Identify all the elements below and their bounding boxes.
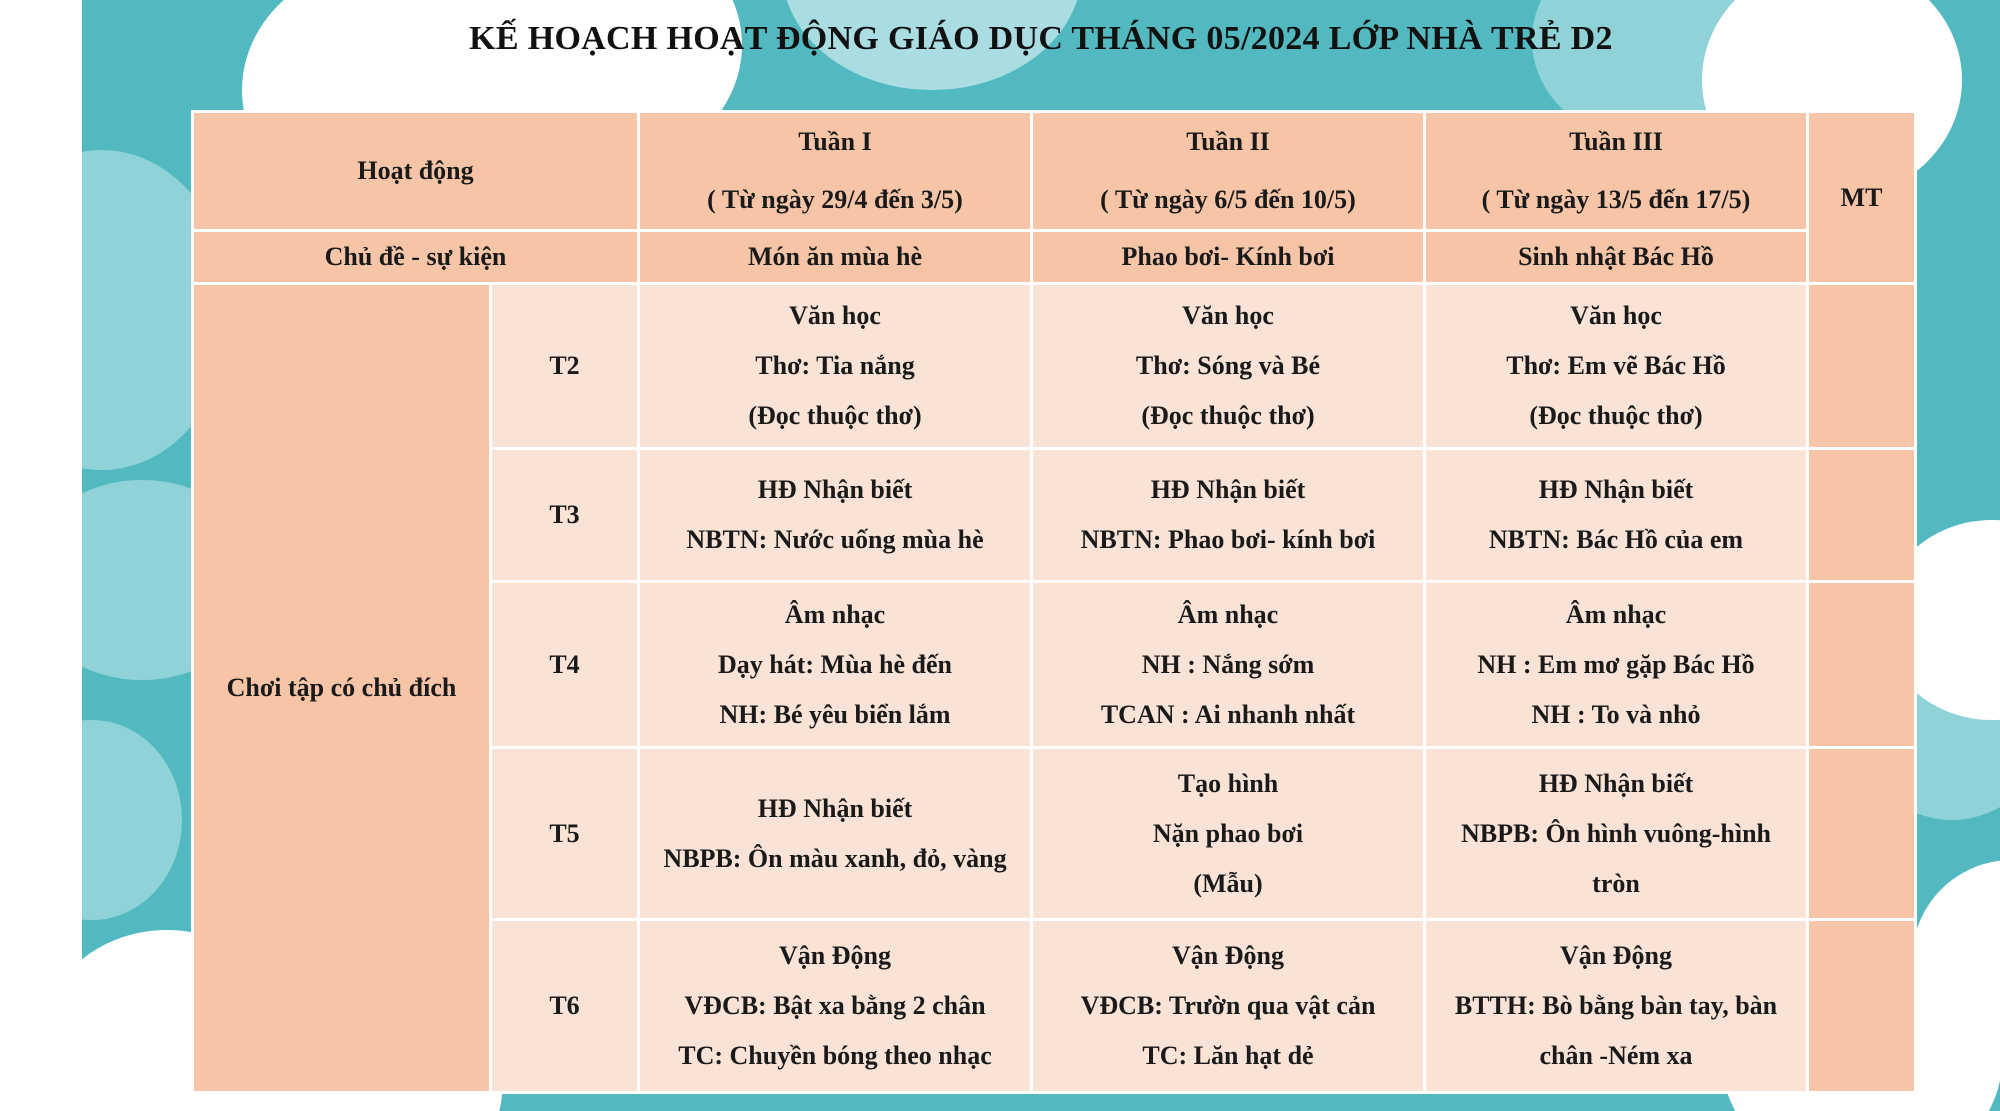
activity-cell <box>1425 582 1808 748</box>
cell-line: VĐCB: Trườn qua vật cản <box>1080 991 1376 1020</box>
cell-line: Văn học <box>1570 301 1662 330</box>
mt-header: MT <box>1808 112 1916 284</box>
day-label: T4 <box>491 582 639 748</box>
week-theme: Món ăn mùa hè <box>639 231 1032 284</box>
cell-line: (Mẫu) <box>1193 868 1263 898</box>
cell-line: Tạo hình <box>1177 768 1279 798</box>
mt-cell <box>1808 449 1916 582</box>
cell-line: HĐ Nhận biết <box>757 793 913 823</box>
activity-cell <box>1032 582 1425 748</box>
cell-line: (Đọc thuộc thơ) <box>748 401 922 430</box>
activity-cell <box>639 920 1032 1093</box>
theme-header: Chủ đề - sự kiện <box>193 231 639 284</box>
table-row <box>193 284 1916 449</box>
cell-line: NBTN: Bác Hồ của em <box>1488 525 1744 554</box>
activity-cell <box>1032 449 1425 582</box>
cell-line: Văn học <box>1182 301 1274 330</box>
theme-row <box>193 231 1916 284</box>
cell-line: Âm nhạc <box>784 599 886 629</box>
week-header <box>1032 112 1425 231</box>
cell-line: Thơ: Em vẽ Bác Hồ <box>1506 351 1726 380</box>
cell-line: NBTN: Nước uống mùa hè <box>686 525 984 554</box>
week-theme: Sinh nhật Bác Hồ <box>1425 231 1808 284</box>
week-name: Tuần II <box>1186 127 1270 156</box>
day-label: T3 <box>491 449 639 582</box>
cell-line: Vận Động <box>1560 941 1672 970</box>
cell-line: HĐ Nhận biết <box>1538 475 1694 504</box>
cell-line: NH : Em mơ gặp Bác Hồ <box>1477 649 1755 679</box>
activity-cell <box>1425 920 1808 1093</box>
cell-line: HĐ Nhận biết <box>1150 475 1306 504</box>
cloud-decoration <box>82 720 182 920</box>
cell-line: NH : Nắng sớm <box>1141 649 1315 679</box>
cell-line: Thơ: Sóng và Bé <box>1135 351 1321 380</box>
cell-line: chân -Ném xa <box>1539 1041 1693 1070</box>
cell-line: TC: Chuyền bóng theo nhạc <box>678 1041 992 1070</box>
activity-cell <box>1425 449 1808 582</box>
week-range: ( Từ ngày 13/5 đến 17/5) <box>1481 185 1751 214</box>
cell-line: tròn <box>1592 868 1640 898</box>
cell-line: BTTH: Bò bằng bàn tay, bàn <box>1454 991 1778 1020</box>
page-title: KẾ HOẠCH HOẠT ĐỘNG GIÁO DỤC THÁNG 05/2024 LỚP NHÀ TRẺ D2 <box>469 20 1613 57</box>
section-label: Chơi tập có chủ đích <box>193 284 491 1093</box>
week-name: Tuần III <box>1569 127 1663 156</box>
cell-line: NBTN: Phao bơi- kính bơi <box>1080 525 1376 554</box>
day-label: T5 <box>491 748 639 920</box>
plan-table <box>191 110 1917 1094</box>
cell-line: NBPB: Ôn hình vuông-hình <box>1461 818 1771 848</box>
cell-line: Thơ: Tia nắng <box>755 351 915 380</box>
cell-line: HĐ Nhận biết <box>1538 768 1694 798</box>
cell-line: NBPB: Ôn màu xanh, đỏ, vàng <box>663 843 1007 873</box>
activity-cell <box>639 449 1032 582</box>
mt-cell <box>1808 284 1916 449</box>
cell-line: Nặn phao bơi <box>1152 818 1304 848</box>
activity-cell <box>639 582 1032 748</box>
mt-cell <box>1808 582 1916 748</box>
activity-cell <box>639 748 1032 920</box>
cell-line: TC: Lăn hạt dẻ <box>1142 1041 1314 1070</box>
activity-cell <box>1425 284 1808 449</box>
week-header <box>639 112 1032 231</box>
cell-line: (Đọc thuộc thơ) <box>1141 401 1315 430</box>
day-label: T6 <box>491 920 639 1093</box>
cell-line: NH : To và nhỏ <box>1531 699 1701 729</box>
cell-line: Văn học <box>789 301 881 330</box>
cell-line: Âm nhạc <box>1565 599 1667 629</box>
table-header-row <box>193 112 1916 231</box>
week-range: ( Từ ngày 6/5 đến 10/5) <box>1100 185 1356 214</box>
cell-line: TCAN : Ai nhanh nhất <box>1100 699 1356 729</box>
mt-cell <box>1808 748 1916 920</box>
cell-line: NH: Bé yêu biển lắm <box>719 699 951 729</box>
week-name: Tuần I <box>798 127 872 156</box>
activity-cell <box>639 284 1032 449</box>
week-theme: Phao bơi- Kính bơi <box>1032 231 1425 284</box>
day-label: T2 <box>491 284 639 449</box>
activity-header: Hoạt động <box>193 112 639 231</box>
activity-cell <box>1032 920 1425 1093</box>
mt-cell <box>1808 920 1916 1093</box>
week-header <box>1425 112 1808 231</box>
cell-line: VĐCB: Bật xa bằng 2 chân <box>684 991 986 1020</box>
activity-cell <box>1032 748 1425 920</box>
week-range: ( Từ ngày 29/4 đến 3/5) <box>707 185 963 214</box>
cell-line: HĐ Nhận biết <box>757 475 913 504</box>
activity-cell <box>1032 284 1425 449</box>
cell-line: Âm nhạc <box>1177 599 1279 629</box>
cell-line: (Đọc thuộc thơ) <box>1529 401 1703 430</box>
activity-cell <box>1425 748 1808 920</box>
cell-line: Dạy hát: Mùa hè đến <box>717 649 952 679</box>
cell-line: Vận Động <box>1172 941 1284 970</box>
cell-line: Vận Động <box>779 941 891 970</box>
